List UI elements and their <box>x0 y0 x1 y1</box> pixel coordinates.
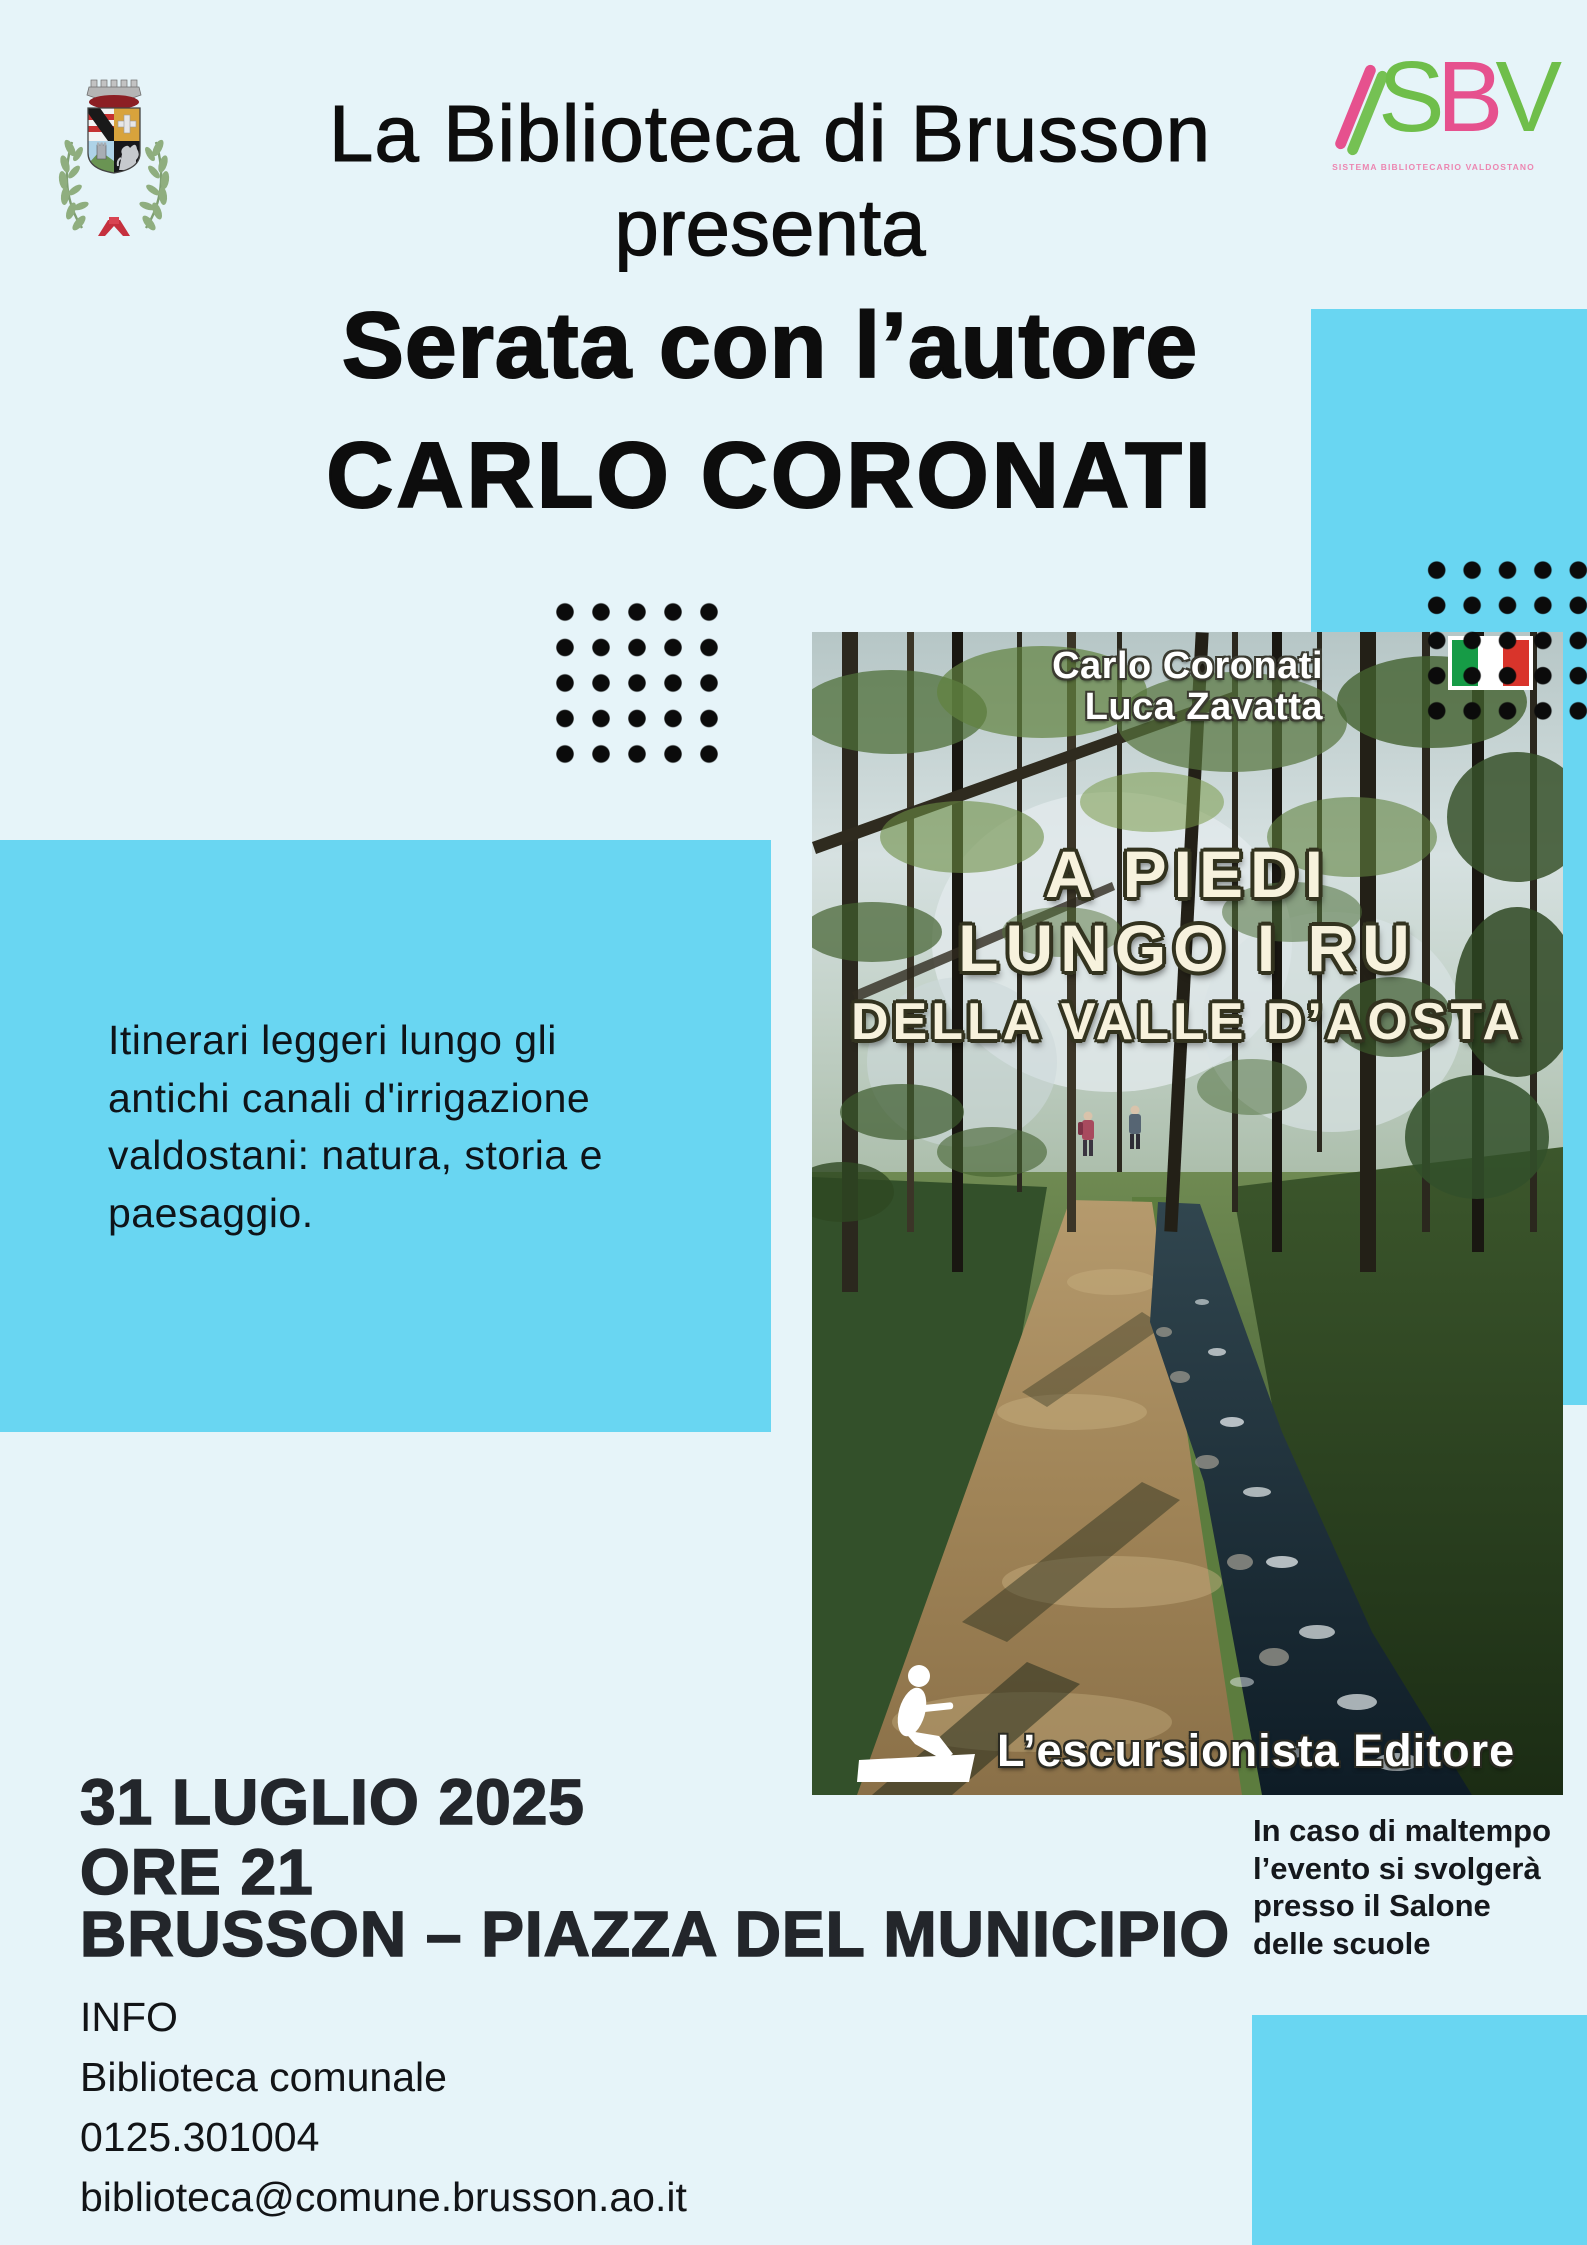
event-title-author-name: CARLO CORONATI <box>326 423 1214 527</box>
book-cover-photo <box>812 632 1563 1795</box>
weather-note-line: In caso di maltempo <box>1253 1813 1552 1848</box>
info-block <box>80 1987 687 2227</box>
info-library-name: Biblioteca comunale <box>80 2054 447 2100</box>
description-line: antichi canali d'irrigazione <box>108 1074 591 1121</box>
weather-note-line: delle scuole <box>1253 1925 1431 1961</box>
bad-weather-note <box>1253 1812 1573 1962</box>
sbv-letter-s: S <box>1378 41 1437 153</box>
sbv-letters <box>1378 42 1554 152</box>
decorative-dots-grid-left <box>547 594 727 772</box>
cover-title-line-2: LUNGO I RU <box>958 911 1417 985</box>
sbv-letter-b: B <box>1436 41 1496 153</box>
event-title-line-1: Serata con l’autore <box>341 293 1199 397</box>
cover-title-line-3: DELLA VALLE D’AOSTA <box>850 993 1524 1051</box>
book-description <box>108 1012 748 1242</box>
description-line: valdostani: natura, storia e <box>108 1132 603 1178</box>
description-line: Itinerari leggeri lungo gli <box>108 1017 557 1063</box>
sbv-letter-v: V <box>1495 41 1555 153</box>
cover-publisher-name: L’escursionista Editore <box>997 1725 1516 1776</box>
description-line: paesaggio. <box>108 1189 314 1236</box>
info-email: biblioteca@comune.brusson.ao.it <box>80 2174 687 2220</box>
bottom-right-blue-panel <box>1252 2015 1587 2245</box>
cover-author-names <box>1052 646 1323 728</box>
event-date: 31 LUGLIO 2025 <box>80 1766 585 1838</box>
info-label: INFO <box>80 1994 178 2040</box>
cover-author-2: Luca Zavatta <box>1084 686 1323 728</box>
event-place: BRUSSON – PIAZZA DEL MUNICIPIO <box>80 1898 1231 1970</box>
cover-title <box>812 837 1563 1055</box>
info-phone-number: 0125.301004 <box>80 2114 320 2160</box>
cover-title-line-1: A PIEDI <box>1045 837 1330 911</box>
sbv-caption: SISTEMA BIBLIOTECARIO VALDOSTANO <box>1332 162 1535 172</box>
header-line-2: presenta <box>614 183 926 272</box>
book-cover <box>812 632 1563 1795</box>
cover-author-1: Carlo Coronati <box>1052 645 1323 687</box>
weather-note-line: presso il Salone <box>1253 1888 1491 1923</box>
sbv-logo <box>1326 41 1555 177</box>
weather-note-line: l’evento si svolgerà <box>1253 1850 1541 1886</box>
header-line-1: La Biblioteca di Brusson <box>328 89 1212 178</box>
decorative-dots-grid-right <box>1419 552 1587 729</box>
event-time: ORE 21 <box>80 1836 314 1908</box>
